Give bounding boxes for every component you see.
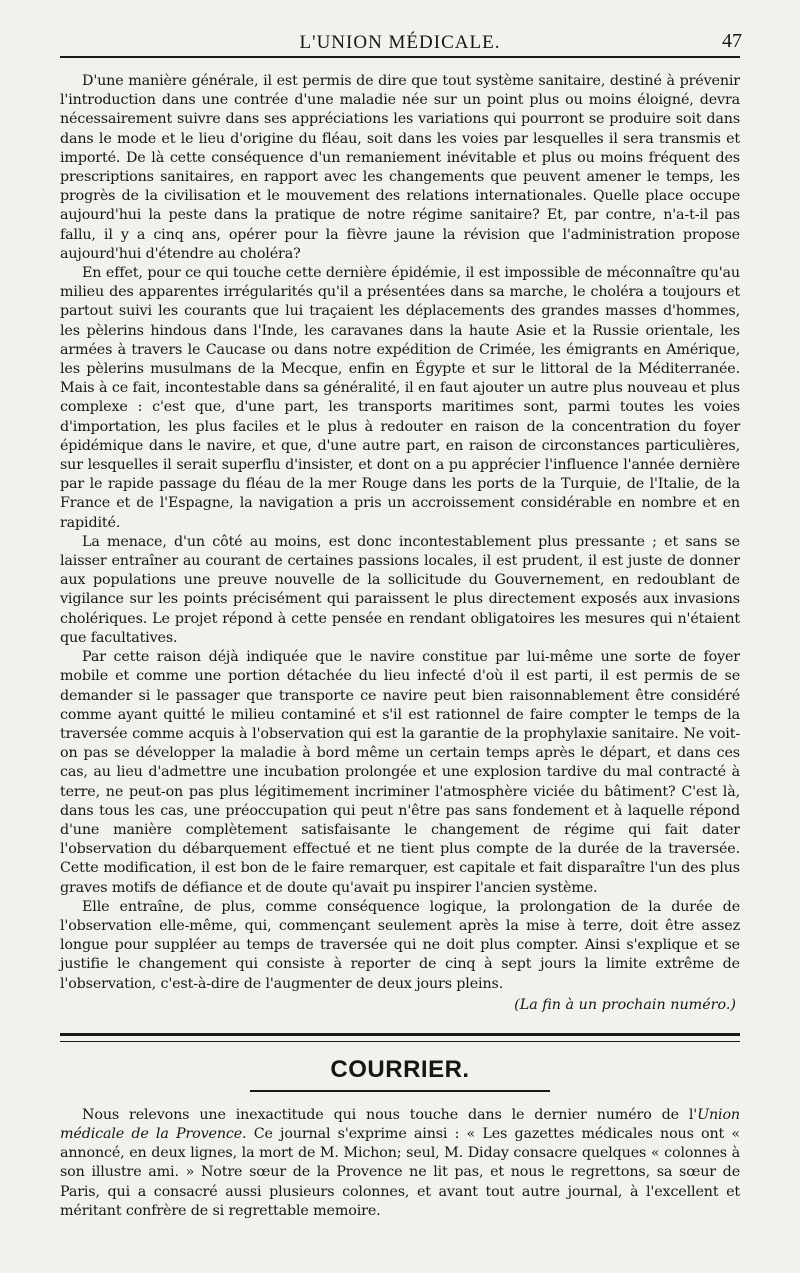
article-paragraph: La menace, d'un côté au moins, est donc incontestablement plus pressante ; et sans se laisser entraîner au courant de certaines passions locales, il est prudent, il est juste de donner aux populations une preuve nouvelle de la sollicitude du Gouvernement, en redoublant de vigilance sur les points précisément qui paraissent le plus directement exposés aux invasions cholériques. Le projet répond à cette pensée en rendant obligatoires les mesures qui n'étaient que facultatives.: [60, 533, 740, 646]
running-header: [60, 30, 740, 58]
courrier-text: Ce journal s'exprime ainsi : « Les gazettes médicales nous ont « annoncé, en deux lignes, la mort de M. Michon; seul, M. Diday consacre quelques « colonnes à son illustre ami. » Notre sœur de la Provence ne lit pas, et nous le regrettons, sa sœur de Paris, qui a consacré aussi plusieurs colonnes, et avant tout autre journal, à l'excellent et méritant confrère de si regrettable memoire.: [60, 1125, 740, 1219]
continuation-note: (La fin à un prochain numéro.): [514, 996, 736, 1013]
courrier-paragraph: [60, 1106, 740, 1221]
article-paragraph: Par cette raison déjà indiquée que le navire constitue par lui-même une sorte de foyer mobile et comme une portion détachée du lieu infecté d'où il est parti, il est permis de se demander si le passager que transporte ce navire peut bien raisonnablement être considéré comme ayant quitté le milieu contaminé et s'il est rationnel de faire compter le temps de la traversée comme acquis à l'observation qui est la garantie de la prophylaxie sanitaire. Ne voit-on pas se développer la maladie à bord même un certain temps après le départ, et dans ces cas, au lieu d'admettre une incubation prolongée et une explosion tardive du mal contracté à terre, ne peut-on pas plus légitimement incriminer l'atmosphère viciée du bâtiment? C'est là, dans tous les cas, une préoccupation qui peut n'être pas sans fondement et à laquelle répond d'une manière complètement satisfaisante le changement de régime qui fait dater l'observation du débarquement effectué et ne tient plus compte de la durée de la traversée. Cette modification, il est bon de le faire remarquer, est capitale et fait disparaître l'un des plus graves motifs de défiance et de doute qu'avait pu inspirer l'ancien système.: [60, 649, 740, 896]
journal-name: Union médicale de la Provence.: [60, 1106, 740, 1142]
section-divider: [60, 1033, 740, 1042]
heading-underline: [250, 1090, 550, 1092]
article-body: [60, 72, 740, 1015]
article-paragraph: Elle entraîne, de plus, comme conséquence logique, la prolongation de la durée de l'observation elle-même, qui, commençant seulement après la mise à terre, doit être assez longue pour suppléer au temps de traversée qui ne doit plus compter. Ainsi s'explique et se justifie le changement qui consiste à reporter de cinq à sept jours la limite extrême de l'observation, c'est-à-dire de l'augmenter de deux jours pleins.: [60, 898, 740, 992]
courrier-intro: Nous relevons une inexactitude qui nous touche dans le dernier numéro de l': [82, 1106, 698, 1123]
journal-title: L'UNION MÉDICALE.: [299, 32, 501, 53]
page-number: 47: [722, 30, 742, 52]
article-paragraph: D'une manière générale, il est permis de dire que tout système sanitaire, destiné à prévenir l'introduction dans une contrée d'une maladie née sur un point plus ou moins éloigné, devra nécessairement suivre dans ses appréciations les variations qui pourront se produire soit dans dans le mode et le lieu d'origine du fléau, soit dans les voies par lesquelles il sera transmis et importé. De là cette conséquence d'un remaniement inévitable et plus ou moins fréquent des prescriptions sanitaires, en rapport avec les changements que peuvent amener le temps, les progrès de la civilisation et le mouvement des relations internationales. Quelle place occupe aujourd'hui la peste dans la pratique de notre régime sanitaire? Et, par contre, n'a-t-il pas fallu, il y a cinq ans, opérer pour la fièvre jaune la révision que l'administration propose aujourd'hui d'étendre au choléra?: [60, 73, 740, 262]
section-heading: COURRIER.: [330, 1055, 470, 1083]
article-paragraph: En effet, pour ce qui touche cette dernière épidémie, il est impossible de méconnaître qu'au milieu des apparentes irrégularités qu'il a présentées dans sa marche, le choléra a toujours et partout suivi les courants que lui traçaient les déplacements des grandes masses d'hommes, les pèlerins hindous dans l'Inde, les caravanes dans la haute Asie et la Russie orientale, les armées à travers le Caucase ou dans notre expédition de Crimée, les émigrants en Amérique, les pèlerins musulmans de la Mecque, enfin en Égypte et sur le littoral de la Méditerranée. Mais à ce fait, incontestable dans sa généralité, il en faut ajouter un autre plus nouveau et plus complexe : c'est que, d'une part, les transports maritimes sont, parmi toutes les voies d'importation, les plus faciles et le plus à redouter en raison de la concentration du foyer épidémique dans le navire, et que, d'une autre part, en raison de circonstances particulières, sur lesquelles il serait superflu d'insister, et dont on a pu apprécier l'influence l'année dernière par le rapide passage du fléau de la mer Rouge dans les ports de la Turquie, de l'Italie, de la France et de l'Espagne, la navigation a pris un accroissement considérable en nombre et en rapidité.: [60, 265, 740, 531]
